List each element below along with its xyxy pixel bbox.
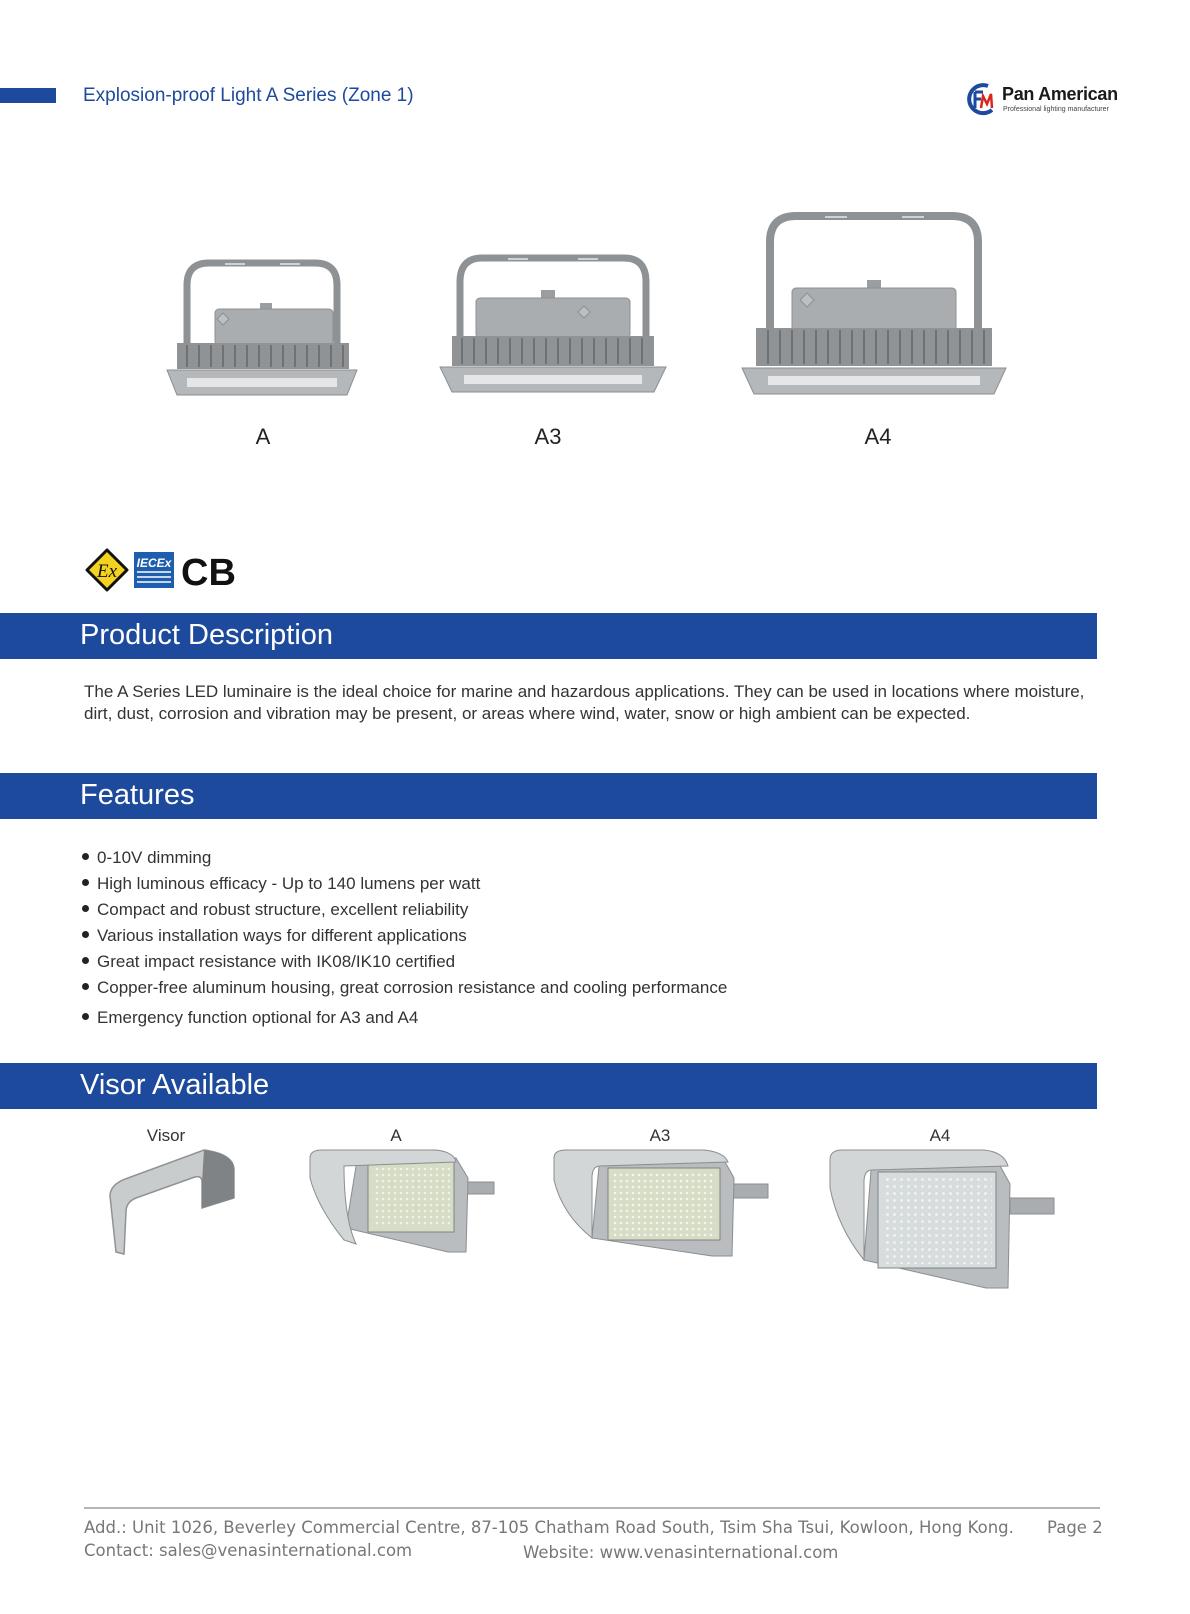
product-label-a4: A4 — [864, 424, 892, 449]
bullet-icon — [82, 879, 89, 886]
feature-item: Emergency function optional for A3 and A4 — [82, 1005, 727, 1031]
section-title-features: Features — [80, 779, 195, 811]
floodlight-with-visor-a3-icon — [552, 1148, 772, 1263]
cert-iecex-text: IECEx — [136, 556, 172, 570]
feature-item: Various installation ways for different applications — [82, 923, 727, 949]
visor-shield-icon — [106, 1148, 240, 1258]
bullet-icon — [82, 853, 89, 860]
section-header-visor — [0, 1063, 1097, 1109]
visor-label-a4: A4 — [929, 1126, 951, 1145]
visor-fitted-a3-image — [552, 1148, 772, 1268]
section-header-features — [0, 773, 1097, 819]
floodlight-a3-icon — [438, 252, 668, 402]
brand-logo — [962, 80, 1122, 120]
visor-label-a: A — [390, 1126, 402, 1145]
bullet-icon — [82, 983, 89, 990]
footer-divider — [84, 1507, 1100, 1509]
visor-fitted-a-image — [308, 1148, 498, 1263]
floodlight-a4-icon — [740, 208, 1008, 403]
section-title-description: Product Description — [80, 619, 334, 651]
feature-item: 0-10V dimming — [82, 845, 727, 871]
section-header-description — [0, 613, 1097, 659]
features-list — [82, 845, 727, 1031]
cert-cb-text: CB — [181, 552, 236, 592]
product-image-a3 — [438, 252, 668, 402]
bullet-icon — [82, 957, 89, 964]
product-description-text: The A Series LED luminaire is the ideal choice for marine and hazardous applications. They can be used in locations where moisture, dirt, dust, corrosion and vibration may be present, or areas where wind, water, snow or high ambient can be expected. — [84, 682, 1085, 723]
header-accent-bar — [0, 88, 56, 103]
pan-american-logo-icon — [962, 80, 1000, 118]
brand-tagline: Professional lighting manufacturer — [1003, 106, 1109, 113]
visor-fitted-a4-image — [828, 1148, 1058, 1298]
footer-address: Add.: Unit 1026, Beverley Commercial Centre, 87-105 Chatham Road South, Tsim Sha Tsui, Kowloon, Hong Kong. — [84, 1518, 1014, 1537]
brand-name: Pan American — [1002, 84, 1118, 104]
bullet-icon — [82, 905, 89, 912]
floodlight-with-visor-a4-icon — [828, 1148, 1058, 1293]
floodlight-with-visor-a-icon — [308, 1148, 498, 1258]
visor-label-visor: Visor — [146, 1126, 186, 1145]
cert-ex-text: Ex — [96, 561, 118, 582]
footer-website: Website: www.venasinternational.com — [523, 1543, 839, 1562]
visor-label-a3: A3 — [649, 1126, 671, 1145]
feature-item: Compact and robust structure, excellent reliability — [82, 897, 727, 923]
floodlight-a-icon — [165, 255, 360, 405]
bullet-icon — [82, 931, 89, 938]
feature-item: High luminous efficacy - Up to 140 lumens per watt — [82, 871, 727, 897]
feature-item: Great impact resistance with IK08/IK10 certified — [82, 949, 727, 975]
feature-item: Copper-free aluminum housing, great corrosion resistance and cooling performance — [82, 975, 727, 1001]
page-title: Explosion-proof Light A Series (Zone 1) — [83, 85, 414, 106]
product-label-a3: A3 — [534, 424, 562, 449]
visor-image — [106, 1148, 240, 1263]
bullet-icon — [82, 1013, 89, 1020]
product-image-a — [165, 255, 360, 405]
footer-contact: Contact: sales@venasinternational.com — [84, 1541, 413, 1560]
product-label-a: A — [255, 424, 271, 449]
certification-logos — [85, 548, 245, 592]
certifications-icon — [85, 548, 245, 592]
product-image-a4 — [740, 208, 1008, 403]
section-title-visor: Visor Available — [80, 1069, 270, 1101]
footer-page-number: Page 2 — [1047, 1518, 1103, 1537]
